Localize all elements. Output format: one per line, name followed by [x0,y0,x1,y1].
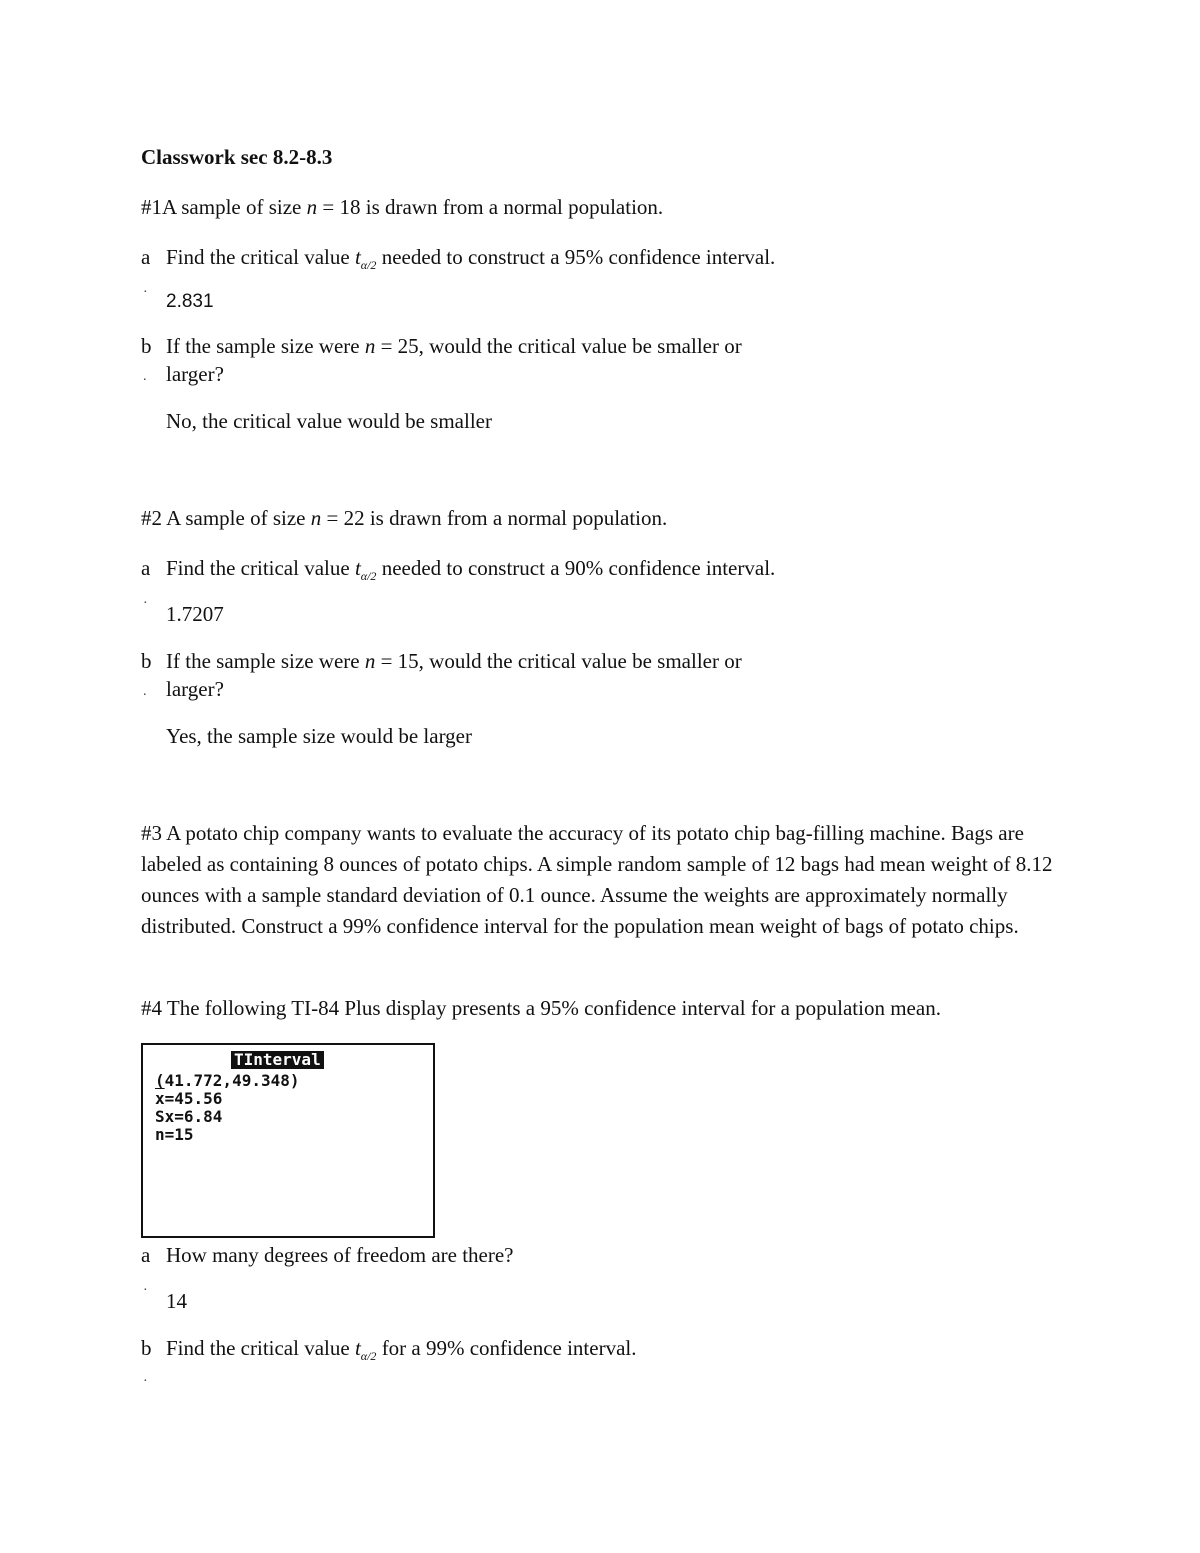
q4-a-marker: a [141,1243,151,1267]
q1-a-marker: a [141,245,151,269]
q1-a-text: Find the critical value $t_{\alpha/2}$ needed to construct a 95% confidence interval. [166,245,776,273]
list-dot: · [143,1374,148,1389]
screen-interval: (41.772,49.348) [155,1071,300,1090]
calculator-screen [141,1043,435,1238]
q2-stem: #2 A sample of size n = 22 is drawn from a normal population. [141,506,668,530]
page-title: Classwork sec 8.2-8.3 [141,145,333,169]
q1-a-answer: 2.831 [166,291,214,312]
q1-b-text-line2: larger? [166,362,224,386]
q4-a-answer: 14 [166,1289,187,1313]
list-dot: . [143,684,147,699]
q1-b-text: If the sample size were n = 25, would the critical value be smaller or [166,334,742,358]
q1-b-marker: b [141,334,152,358]
q2-a-answer: 1.7207 [166,602,224,626]
q2-b-marker: b [141,649,152,673]
q4-b-marker: b [141,1336,152,1360]
q2-b-text-line2: larger? [166,677,224,701]
list-dot: · [143,1283,148,1298]
screen-sx: Sx=6.84 [155,1107,223,1126]
screen-mean: $\overline{x}=45.56$ [155,1089,223,1108]
q4-stem: #4 The following TI-84 Plus display presents a 95% confidence interval for a population mean. [141,996,941,1020]
q2-b-answer: Yes, the sample size would be larger [166,724,472,748]
screen-title: TInterval [231,1051,324,1069]
q4-a-text: How many degrees of freedom are there? [166,1243,514,1267]
list-dot: . [143,369,147,384]
q1-b-answer: No, the critical value would be smaller [166,409,492,433]
q3-paragraph: #3 A potato chip company wants to evaluate the accuracy of its potato chip bag-filling machine. Bags are labeled as containing 8 ounces of potato chips. A simple random sample of 12 bags had mean weight of 8.12 ounces with a sample standard deviation of 0.1 ounce. Assume the weights are approximately normally distributed. Construct a 99% confidence interval for the population mean weight of bags of potato chips. [141,821,1053,938]
q2-b-text: If the sample size were n = 15, would the critical value be smaller or [166,649,742,673]
q4-b-text: Find the critical value $t_{\alpha/2}$ for a 99% confidence interval. [166,1336,637,1364]
list-dot: · [143,596,148,611]
list-dot: · [143,285,148,300]
q2-a-text: Find the critical value $t_{\alpha/2}$ needed to construct a 90% confidence interval. [166,556,776,584]
q1-stem: #1A sample of size n = 18 is drawn from a normal population. [141,195,664,219]
q2-a-marker: a [141,556,151,580]
screen-n: n=15 [155,1125,194,1144]
